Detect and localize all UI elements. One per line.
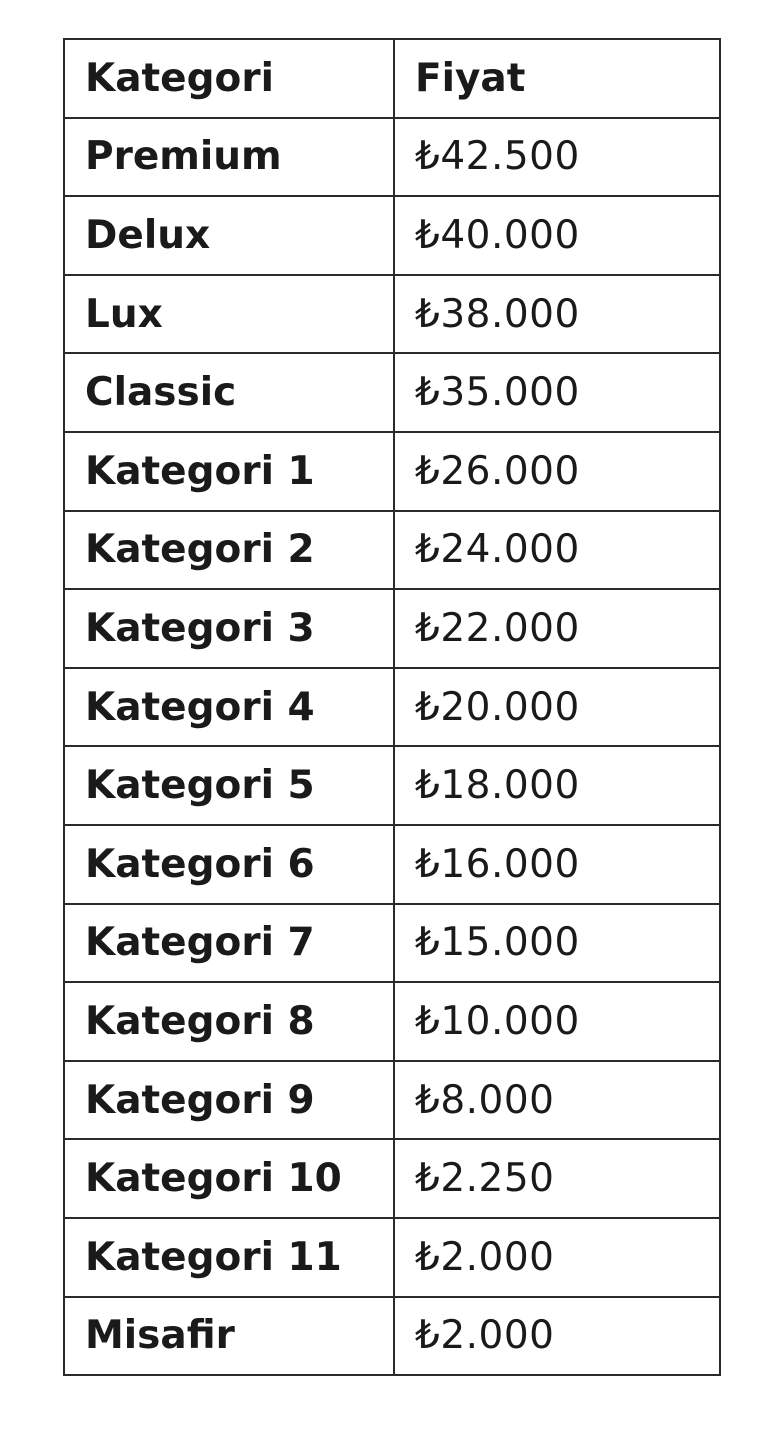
category-cell: Kategori 8 xyxy=(64,982,394,1061)
price-table xyxy=(63,38,721,1376)
table-header-row xyxy=(64,39,720,118)
table-row xyxy=(64,982,720,1061)
category-cell: Misafir xyxy=(64,1297,394,1376)
category-cell: Kategori 11 xyxy=(64,1218,394,1297)
table-row xyxy=(64,589,720,668)
table-row xyxy=(64,1139,720,1218)
category-cell: Kategori 1 xyxy=(64,432,394,511)
table-row xyxy=(64,1218,720,1297)
price-cell: ₺10.000 xyxy=(394,982,720,1061)
category-cell: Kategori 7 xyxy=(64,904,394,983)
table-row xyxy=(64,196,720,275)
column-header-fiyat: Fiyat xyxy=(394,39,720,118)
category-cell: Kategori 10 xyxy=(64,1139,394,1218)
category-cell: Kategori 9 xyxy=(64,1061,394,1140)
category-cell: Classic xyxy=(64,353,394,432)
price-cell: ₺2.250 xyxy=(394,1139,720,1218)
column-header-kategori: Kategori xyxy=(64,39,394,118)
price-cell: ₺22.000 xyxy=(394,589,720,668)
table-row xyxy=(64,118,720,197)
price-cell: ₺16.000 xyxy=(394,825,720,904)
price-cell: ₺40.000 xyxy=(394,196,720,275)
table-row xyxy=(64,746,720,825)
table-row xyxy=(64,668,720,747)
table-row xyxy=(64,825,720,904)
price-cell: ₺8.000 xyxy=(394,1061,720,1140)
price-cell: ₺15.000 xyxy=(394,904,720,983)
category-cell: Lux xyxy=(64,275,394,354)
price-cell: ₺24.000 xyxy=(394,511,720,590)
price-cell: ₺38.000 xyxy=(394,275,720,354)
category-cell: Kategori 4 xyxy=(64,668,394,747)
category-cell: Kategori 6 xyxy=(64,825,394,904)
category-cell: Delux xyxy=(64,196,394,275)
price-cell: ₺26.000 xyxy=(394,432,720,511)
table-row xyxy=(64,904,720,983)
table-row xyxy=(64,1297,720,1376)
price-cell: ₺42.500 xyxy=(394,118,720,197)
table-row xyxy=(64,275,720,354)
price-cell: ₺18.000 xyxy=(394,746,720,825)
table-row xyxy=(64,511,720,590)
table-row xyxy=(64,353,720,432)
category-cell: Premium xyxy=(64,118,394,197)
table-row xyxy=(64,432,720,511)
price-cell: ₺2.000 xyxy=(394,1297,720,1376)
category-cell: Kategori 5 xyxy=(64,746,394,825)
price-cell: ₺20.000 xyxy=(394,668,720,747)
price-cell: ₺35.000 xyxy=(394,353,720,432)
price-cell: ₺2.000 xyxy=(394,1218,720,1297)
category-cell: Kategori 2 xyxy=(64,511,394,590)
category-cell: Kategori 3 xyxy=(64,589,394,668)
table-row xyxy=(64,1061,720,1140)
